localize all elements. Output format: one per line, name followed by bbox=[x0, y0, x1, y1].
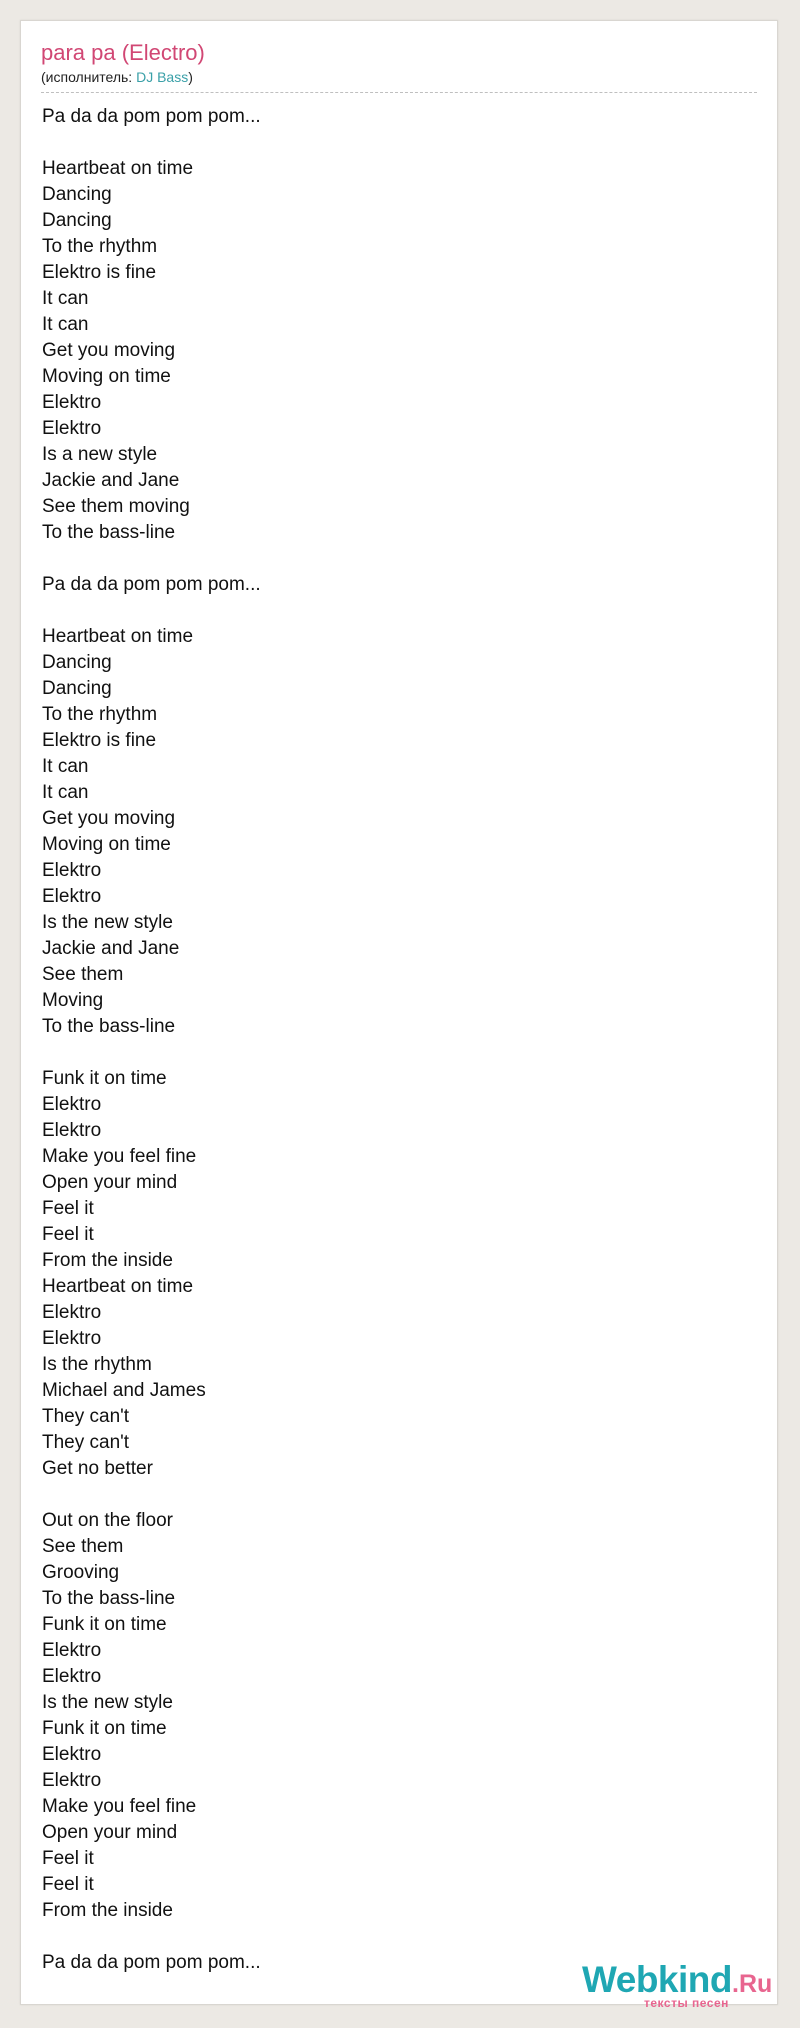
lyric-line: Funk it on time bbox=[42, 1718, 167, 1739]
artist-prefix: (исполнитель: bbox=[41, 69, 137, 85]
lyric-line: To the rhythm bbox=[42, 704, 158, 725]
lyric-line: Moving on time bbox=[42, 366, 171, 387]
lyric-line: From the inside bbox=[42, 1900, 173, 1921]
lyric-line: Out on the floor bbox=[42, 1510, 173, 1531]
song-header bbox=[41, 38, 757, 86]
lyric-line: To the bass-line bbox=[42, 1016, 176, 1037]
lyric-line: Moving bbox=[42, 990, 104, 1011]
lyrics-body bbox=[42, 104, 742, 1976]
header-divider bbox=[41, 92, 757, 93]
lyric-line: Elektro bbox=[42, 1120, 102, 1141]
artist-line bbox=[41, 68, 757, 86]
lyric-line: Moving on time bbox=[42, 834, 171, 855]
lyric-line: Pa da da pom pom pom... bbox=[42, 106, 261, 127]
lyric-line: Elektro bbox=[42, 1640, 102, 1661]
lyric-line: Dancing bbox=[42, 652, 112, 673]
lyric-line: Feel it bbox=[42, 1848, 94, 1869]
lyric-line: Elektro bbox=[42, 392, 102, 413]
lyric-line: Michael and James bbox=[42, 1380, 206, 1401]
lyric-line: Elektro bbox=[42, 1328, 102, 1349]
stanza-gap bbox=[42, 1040, 742, 1066]
lyric-line: Open your mind bbox=[42, 1172, 178, 1193]
artist-link[interactable]: DJ Bass bbox=[136, 69, 189, 85]
lyric-line: Grooving bbox=[42, 1562, 120, 1583]
lyric-line: Jackie and Jane bbox=[42, 938, 180, 959]
logo-name: Webkind bbox=[582, 1959, 732, 2000]
lyric-line: To the bass-line bbox=[42, 1588, 176, 1609]
lyric-line: See them bbox=[42, 964, 124, 985]
site-logo[interactable] bbox=[582, 1960, 782, 2010]
lyric-line: Dancing bbox=[42, 678, 112, 699]
lyric-line: Elektro bbox=[42, 886, 102, 907]
lyric-line: Jackie and Jane bbox=[42, 470, 180, 491]
lyric-line: Make you feel fine bbox=[42, 1796, 197, 1817]
lyric-line: Heartbeat on time bbox=[42, 626, 194, 647]
lyric-line: Is the new style bbox=[42, 912, 173, 933]
lyric-line: Pa da da pom pom pom... bbox=[42, 1952, 261, 1973]
lyric-line: Elektro bbox=[42, 1302, 102, 1323]
lyric-line: Funk it on time bbox=[42, 1614, 167, 1635]
lyric-line: Get you moving bbox=[42, 340, 176, 361]
stanza-gap bbox=[42, 546, 742, 572]
lyric-line: See them moving bbox=[42, 496, 190, 517]
lyric-line: Elektro is fine bbox=[42, 730, 157, 751]
lyric-line: Elektro bbox=[42, 1744, 102, 1765]
lyric-line: It can bbox=[42, 756, 89, 777]
lyric-line: Feel it bbox=[42, 1874, 94, 1895]
lyric-line: Make you feel fine bbox=[42, 1146, 197, 1167]
lyric-line: Feel it bbox=[42, 1198, 94, 1219]
stanza-gap bbox=[42, 598, 742, 624]
lyric-line: See them bbox=[42, 1536, 124, 1557]
lyric-line: Elektro bbox=[42, 1094, 102, 1115]
lyric-line: From the inside bbox=[42, 1250, 173, 1271]
lyric-line: Funk it on time bbox=[42, 1068, 167, 1089]
lyric-line: It can bbox=[42, 314, 89, 335]
lyric-line: Get no better bbox=[42, 1458, 153, 1479]
lyric-line: Is the new style bbox=[42, 1692, 173, 1713]
lyric-line: They can't bbox=[42, 1406, 130, 1427]
lyric-line: Feel it bbox=[42, 1224, 94, 1245]
lyric-line: Elektro bbox=[42, 1770, 102, 1791]
lyric-line: Dancing bbox=[42, 184, 112, 205]
lyric-line: Elektro bbox=[42, 860, 102, 881]
stanza-gap bbox=[42, 130, 742, 156]
lyric-line: Elektro bbox=[42, 1666, 102, 1687]
lyric-line: To the rhythm bbox=[42, 236, 158, 257]
lyric-line: They can't bbox=[42, 1432, 130, 1453]
lyric-line: Elektro is fine bbox=[42, 262, 157, 283]
lyric-line: Get you moving bbox=[42, 808, 176, 829]
lyric-line: Heartbeat on time bbox=[42, 158, 194, 179]
stanza-gap bbox=[42, 1482, 742, 1508]
lyric-line: Pa da da pom pom pom... bbox=[42, 574, 261, 595]
lyric-line: Dancing bbox=[42, 210, 112, 231]
lyric-line: It can bbox=[42, 288, 89, 309]
lyric-line: Elektro bbox=[42, 418, 102, 439]
logo-tagline: тексты песен bbox=[644, 1996, 729, 2010]
lyric-line: Open your mind bbox=[42, 1822, 178, 1843]
lyric-line: It can bbox=[42, 782, 89, 803]
lyric-line: To the bass-line bbox=[42, 522, 176, 543]
stanza-gap bbox=[42, 1924, 742, 1950]
lyric-line: Is the rhythm bbox=[42, 1354, 152, 1375]
logo-tld: .Ru bbox=[732, 1970, 773, 1998]
lyric-line: Heartbeat on time bbox=[42, 1276, 194, 1297]
artist-suffix: ) bbox=[188, 69, 193, 85]
song-title: para pa (Electro) bbox=[41, 40, 205, 65]
lyric-line: Is a new style bbox=[42, 444, 158, 465]
